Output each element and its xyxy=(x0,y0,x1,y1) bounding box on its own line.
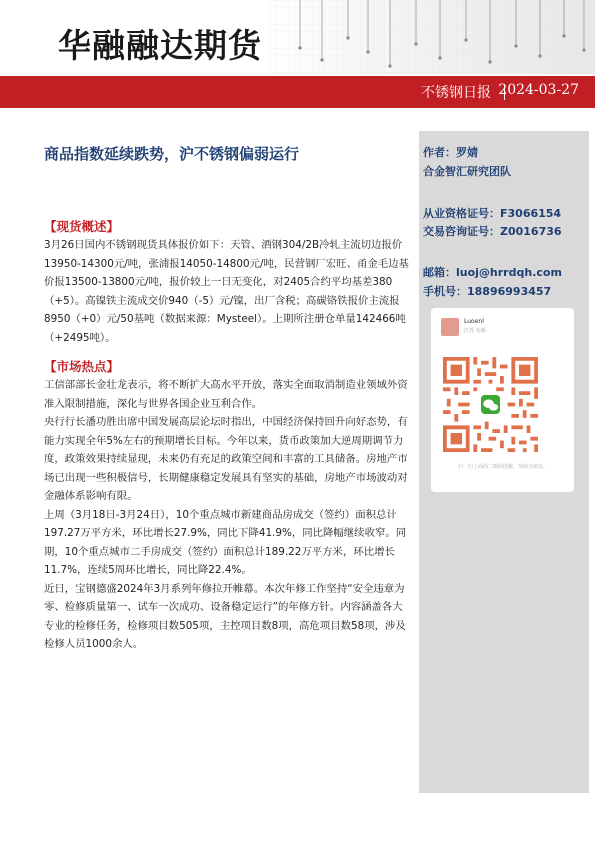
spot-overview-text xyxy=(44,236,410,347)
phone: 手机号：18896993457 xyxy=(423,285,552,298)
qr-caption: 扫一扫上面的二维码图案，加我为朋友。 xyxy=(457,464,548,470)
qr-contact-location: 江苏 无锡 xyxy=(464,328,486,334)
qualification-number: 从业资格证号：F3066154 xyxy=(423,207,562,220)
avatar xyxy=(441,318,459,336)
market-section-title: 【市场热点】 xyxy=(44,359,120,374)
market-paragraph: 央行行长潘功胜出席中国发展高层论坛时指出，中国经济保持回升向好态势，有能力实现全年5%左右的预期增长目标。今年以来，货币政策加大逆周期调节力度，政策效果持续显现，未来仍有充足的政策空间和丰富的工具储备。房地产市场已出现一些积极信号，长期健康稳定发展具有坚实的基础，房地产市场波动对金融体系影响有限。 xyxy=(44,416,408,502)
market-paragraph: 近日，宝钢德盛2024年3月系列年修拉开帷幕。本次年修工作坚持“安全违章为零、检修质量第一、试车一次成功、设备稳定运行”的年修方针。内容涵盖各大专业的检修任务，检修项目数505项，主控项目数8项，高危项目数58项，涉及检修人员1000余人。 xyxy=(44,582,406,650)
company-logo: 华融融达期货 xyxy=(58,26,262,65)
spot-section-title: 【现货概述】 xyxy=(44,219,120,234)
email[interactable]: 邮箱：luoj@hrrdqh.com xyxy=(423,266,562,279)
spot-paragraph: 3月26日国内不锈钢现货具体报价如下：天管、酒钢304/2B冷轧主流切边报价13950-14300元/吨，张浦报14050-14800元/吨，民营钢厂宏旺、甬金毛边基价报13500-13800元/吨，报价较上一日无变化，对2405合约平均基差380（+5）。高镍铁主流成交价940（-5）元/镍，出厂含税；高碳铬铁报价主流报8950（+0）元/50基吨（数据来源：Mysteel）。上期所注册仓单量142466吨（+2495吨）。 xyxy=(44,239,409,344)
research-team: 合金智汇研究团队 xyxy=(423,165,511,178)
market-paragraph: 工信部部长金壮龙表示，将不断扩大高水平开放，落实全面取消制造业领域外资准入限制措施，深化与世界各国企业互利合作。 xyxy=(44,379,408,410)
qr-contact-name: Luoenl xyxy=(464,318,484,325)
market-hotspots-text xyxy=(44,376,410,654)
headline: 商品指数延续跌势，沪不锈钢偏弱运行 xyxy=(44,145,300,163)
author-name: 作者：罗婧 xyxy=(423,146,478,159)
market-paragraph: 上周（3月18日-3月24日），10个重点城市新建商品房成交（签约）面积总计197.27万平方米，环比增长27.9%，同比下降41.9%，同比降幅继续收窄。同期，10个重点城市二手房成交（签约）面积总计189.22万平方米，环比增长11.7%，连续5周环比增长，同比降22.4%。 xyxy=(44,508,407,576)
consulting-number: 交易咨询证号：Z0016736 xyxy=(423,225,562,238)
header-decoration xyxy=(270,0,595,74)
report-date: 2024-03-27 xyxy=(498,82,579,98)
report-name: 不锈钢日报 xyxy=(421,85,491,101)
qr-code-icon xyxy=(443,357,538,452)
